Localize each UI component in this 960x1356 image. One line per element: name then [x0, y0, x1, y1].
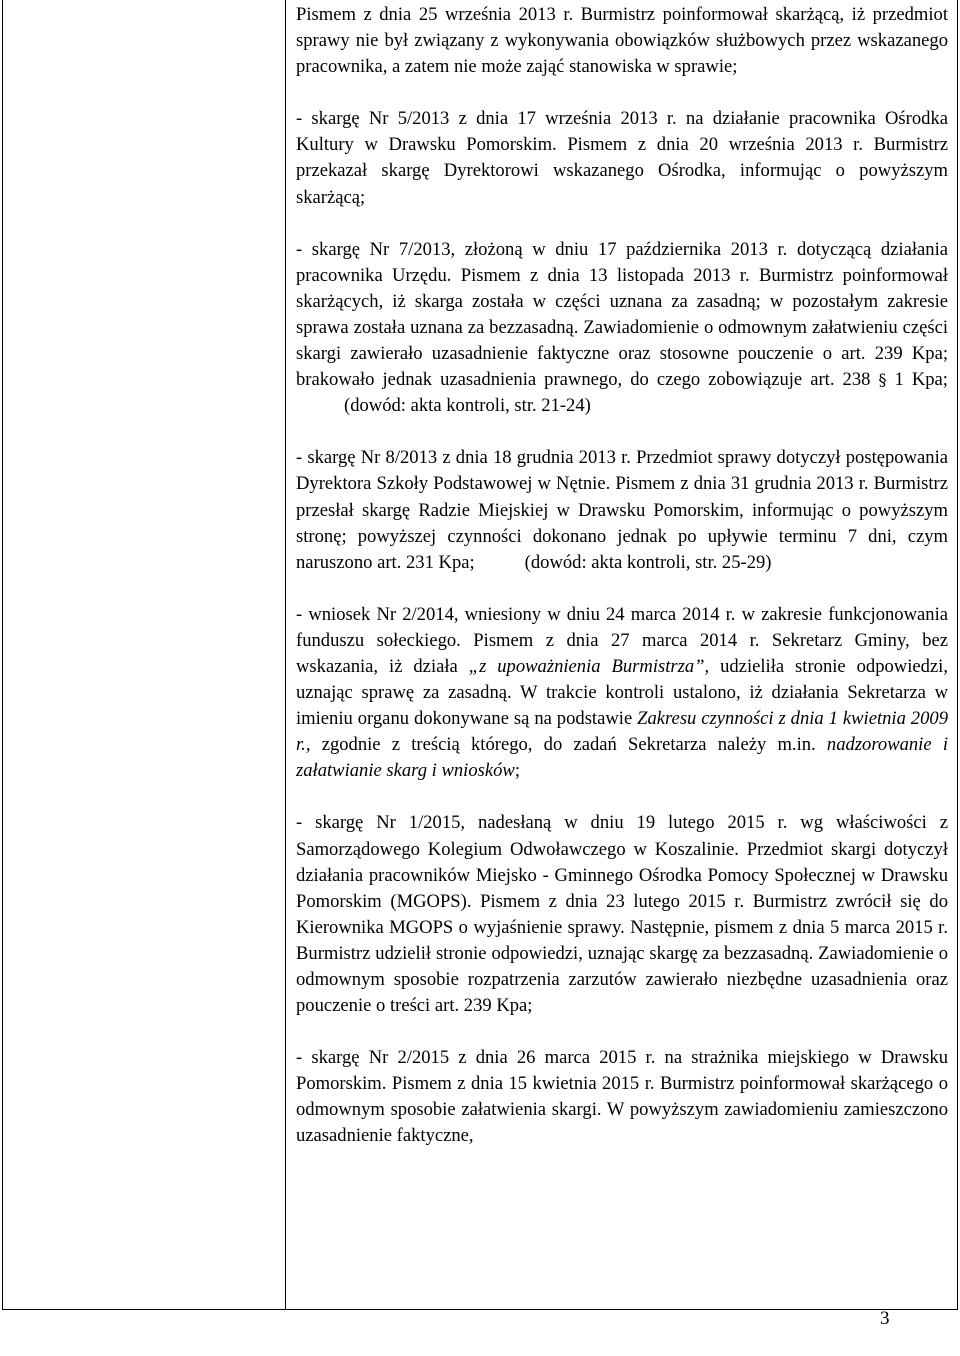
text-run: 1 Kpa;	[886, 369, 948, 391]
page-number: 3	[880, 1308, 890, 1329]
italic-run: „z upoważnienia Burmistrza”	[468, 655, 705, 677]
left-column-empty	[3, 0, 286, 1309]
paragraph-p1	[296, 2, 948, 80]
italic-run: Zakresu czynności z dnia 1 kwietnia 2009 r.	[296, 708, 948, 756]
text-run: - skargę Nr 2/2015 z dnia 26 marca 2015 r. na strażnika miejskiego w Drawsku Pomorskim. Pismem z dnia 15 kwietnia 2015 r. Burmistrz poinformował skarżącego o odmownym sposobie załatwienia skargi. W powyższym zawiadomieniu zamieszczono uzasadnienie faktyczne,	[296, 1047, 948, 1147]
text-run: (dowód: akta kontroli, str. 25-29)	[524, 551, 772, 573]
paragraph-p3	[296, 237, 948, 420]
section-sign: §	[878, 370, 887, 390]
text-run: , udzieliła stronie odpowiedzi, uznając sprawę za zasadną. W trakcie kontroli ustalono, iż działania Sekretarza w imieniu organu dokonywane są na podstawie	[296, 655, 948, 730]
paragraph-p4	[296, 445, 948, 575]
document-body	[296, 2, 948, 1150]
text-run: - skargę Nr 8/2013 z dnia 18 grudnia 2013 r. Przedmiot sprawy dotyczył postępowania Dyrektora Szkoły Podstawowej w Nętnie. Pismem z dnia 31 grudnia 2013 r. Burmistrz przesłał skargę Radzie Miejskiej w Drawsku Pomorskim, informując o powyższym stronę; powyższej czynności dokonano jednak po upływie terminu 7 dni, czym naruszono art. 231 Kpa;	[296, 447, 948, 573]
italic-run: nadzorowanie i załatwianie skarg i wniosków	[296, 734, 948, 782]
paragraph-p2	[296, 106, 948, 210]
text-run: Pismem z dnia 25 września 2013 r. Burmistrz poinformował skarżącą, iż przedmiot sprawy nie był związany z wykonywania obowiązków służbowych przez wskazanego pracownika, a zatem nie może zająć stanowiska w sprawie;	[296, 4, 948, 78]
text-run: ;	[514, 760, 521, 782]
paragraph-p7	[296, 1045, 948, 1149]
paragraph-p6	[296, 810, 948, 1019]
text-run: - skargę Nr 5/2013 z dnia 17 września 2013 r. na działanie pracownika Ośrodka Kultury w Drawsku Pomorskim. Pismem z dnia 20 września 2013 r. Burmistrz przekazał skargę Dyrektorowi wskazanego Ośrodka, informując o powyższym skarżącą;	[296, 108, 948, 208]
text-run: - skargę Nr 1/2015, nadesłaną w dniu 19 lutego 2015 r. wg właściwości z Samorządowego Kolegium Odwoławczego w Koszalinie. Przedmiot skargi dotyczył działania pracowników Miejsko - Gminnego Ośrodka Pomocy Społecznej w Drawsku Pomorskim (MGOPS). Pismem z dnia 23 lutego 2015 r. Burmistrz zwrócił się do Kierownika MGOPS o wyjaśnienie sprawy. Następnie, pismem z dnia 5 marca 2015 r. Burmistrz udzielił stronie odpowiedzi, uznając skargę za bezzasadną. Zawiadomienie o odmownym sposobie rozpatrzenia zarzutów zawierało niezbędne uzasadnienia oraz pouczenie o treści art. 239 Kpa;	[296, 812, 948, 1017]
text-run: - wniosek Nr 2/2014, wniesiony w dniu 24 marca 2014 r. w zakresie funkcjonowania funduszu sołeckiego. Pismem z dnia 27 marca 2014 r. Sekretarz Gminy, bez wskazania, iż działa	[296, 603, 948, 677]
text-run: - skargę Nr 7/2013, złożoną w dniu 17 października 2013 r. dotyczącą działania pracownika Urzędu. Pismem z dnia 13 listopada 2013 r. Burmistrz poinformował skarżących, iż skarga została w części uznana za zasadną; w pozostałym zakresie sprawa została uznana za bezzasadną. Zawiadomienie o odmownym załatwieniu części skargi zawierało uzasadnienie faktyczne oraz stosowne pouczenie o art. 239 Kpa; brakowało jednak uzasadnienia prawnego, do czego zobowiązuje art. 238	[296, 238, 948, 391]
text-run: , zgodnie z treścią którego, do zadań Sekretarza należy m.in.	[305, 734, 827, 756]
text-run: (dowód: akta kontroli, str. 21-24)	[344, 395, 591, 417]
paragraph-p5	[296, 602, 948, 785]
